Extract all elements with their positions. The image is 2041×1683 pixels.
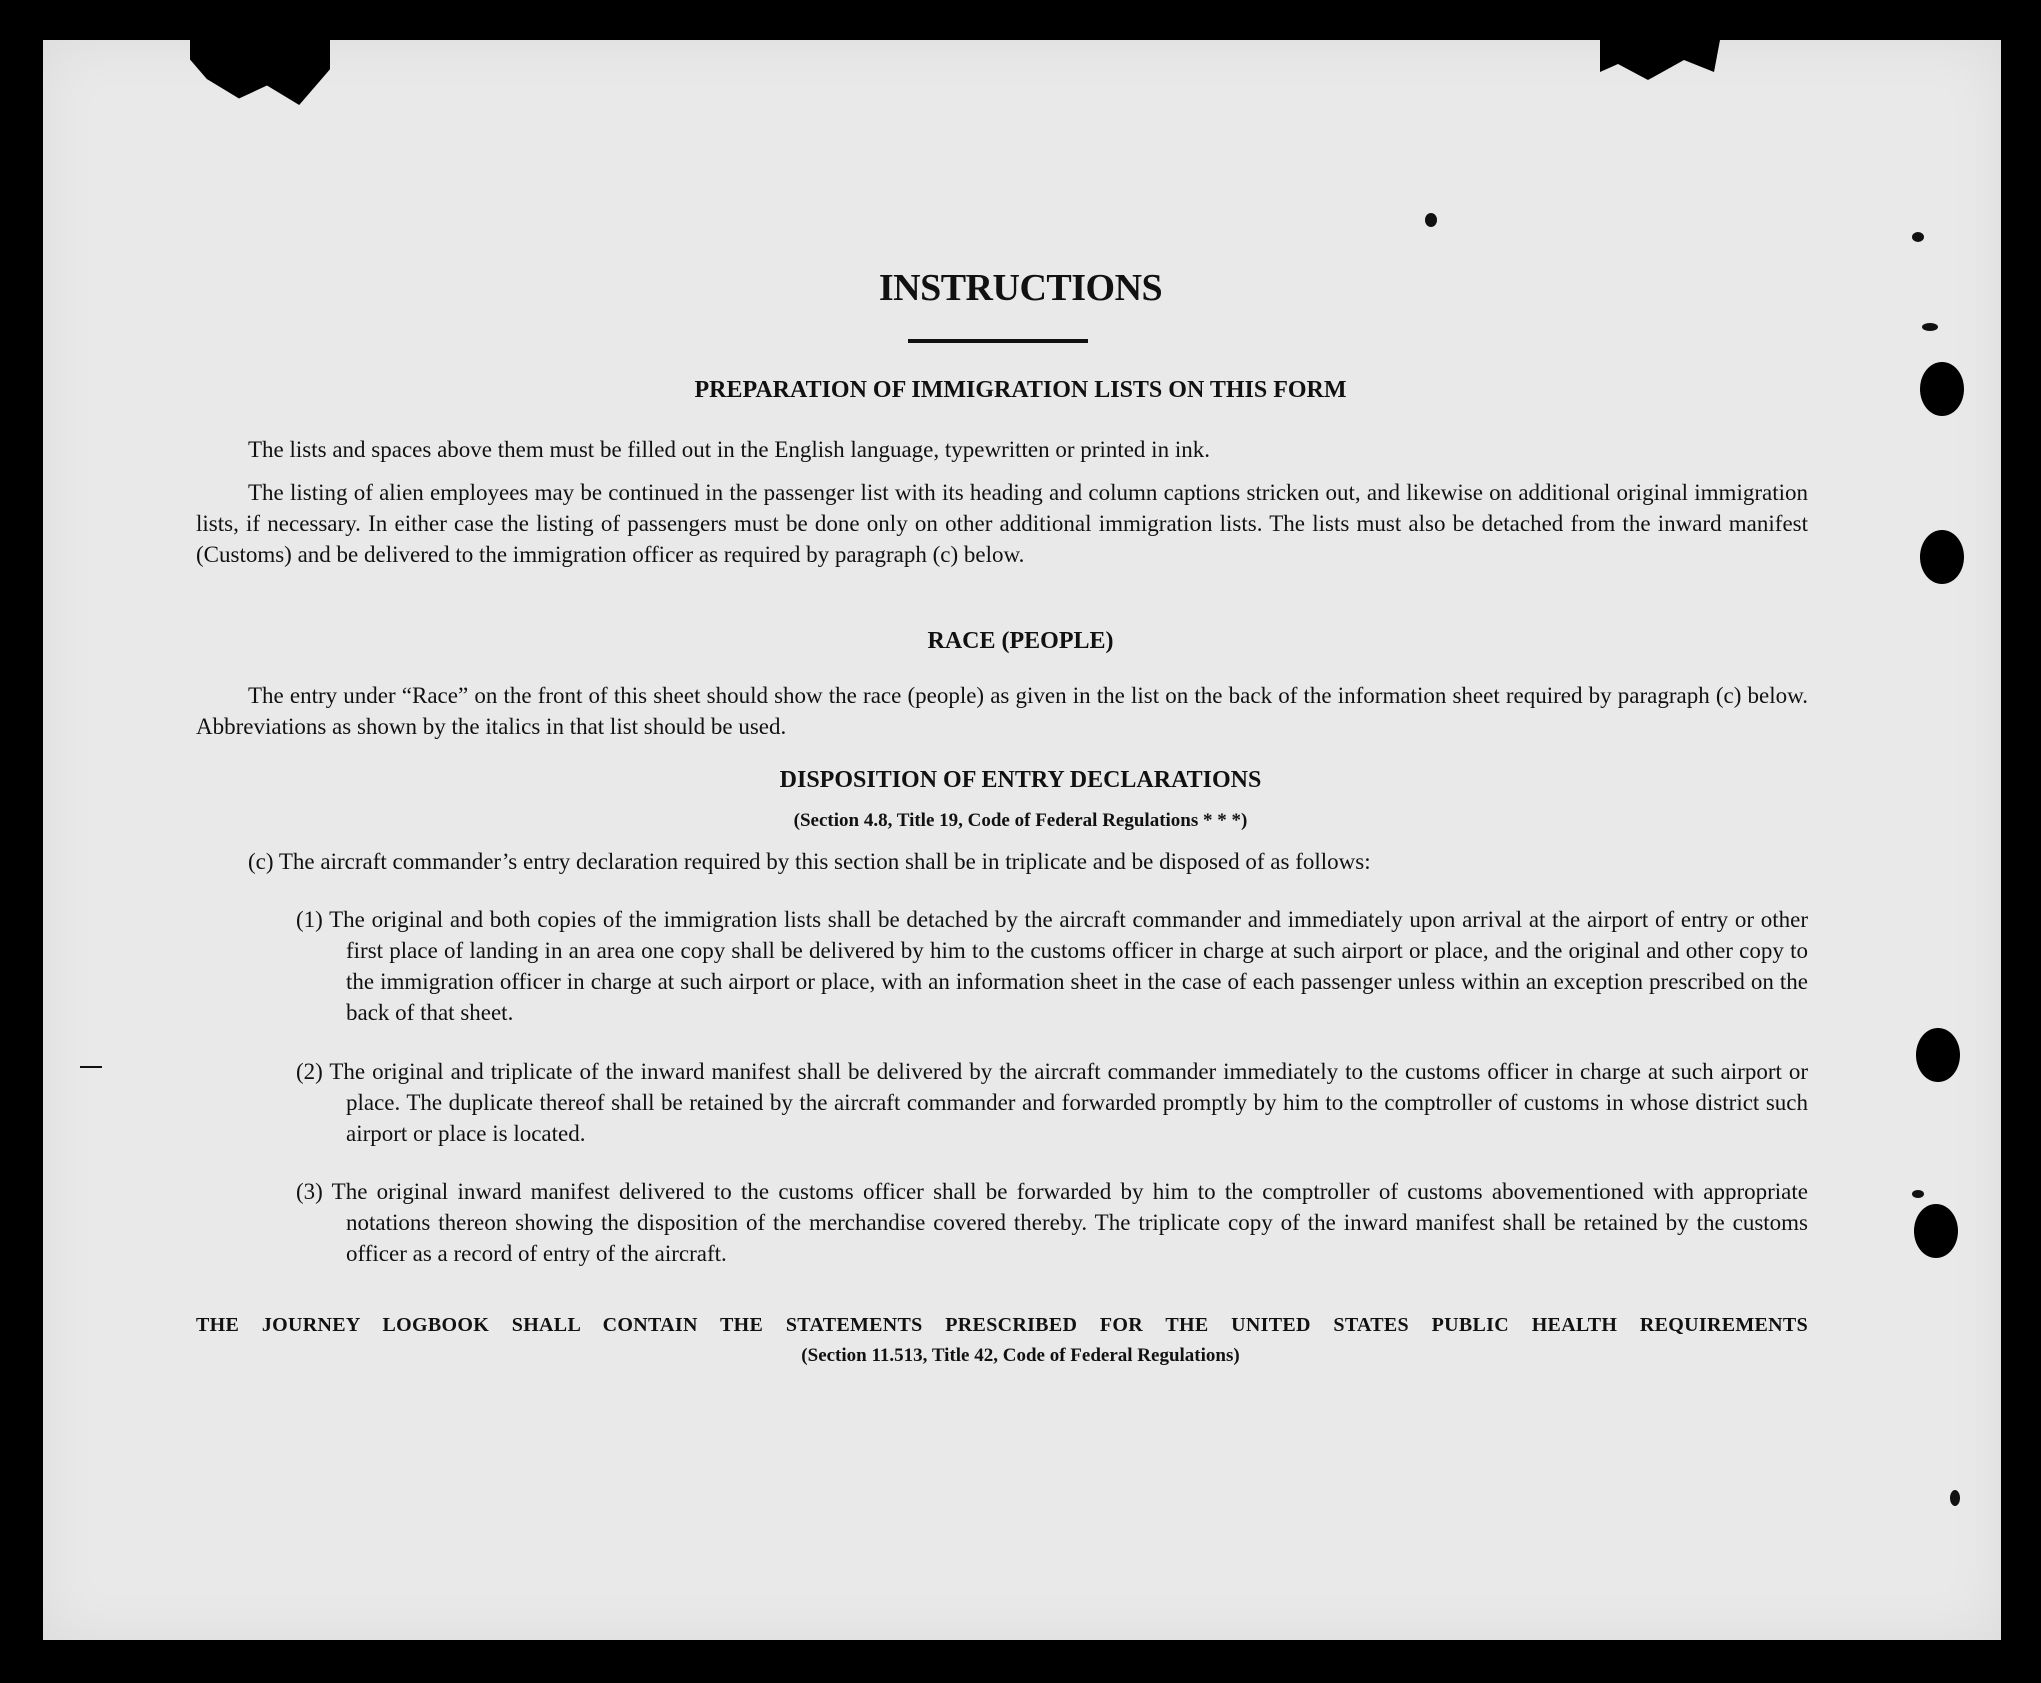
paragraph-disposition-intro: (c) The aircraft commander’s entry declaration required by this section shall be in triplicate and be disposed of as follows: [248, 849, 1371, 874]
citation-disposition: (Section 4.8, Title 19, Code of Federal Regulations * * *) [793, 810, 1248, 831]
heading-preparation: PREPARATION OF IMMIGRATION LISTS ON THIS FORM [694, 377, 1347, 403]
list-item-2: (2) The original and triplicate of the inward manifest shall be delivered by the aircraft commander immediately to the customs officer in charge at such airport or place. The duplicate thereof shall be retained by the aircraft commander and forwarded promptly by him to the comptroller of customs in whose district such airport or place is located. [296, 1059, 1808, 1146]
title-underline [908, 339, 1088, 343]
paragraph-preparation-1: The lists and spaces above them must be filled out in the English language, typewritten or printed in ink. [248, 437, 1210, 462]
footer-citation: (Section 11.513, Title 42, Code of Federal Regulations) [801, 1345, 1240, 1366]
heading-disposition: DISPOSITION OF ENTRY DECLARATIONS [779, 767, 1262, 793]
footer-statement: THE JOURNEY LOGBOOK SHALL CONTAIN THE STATEMENTS PRESCRIBED FOR THE UNITED STATES PUBLIC HEALTH REQUIREMENTS [196, 1314, 1808, 1336]
list-item-3: (3) The original inward manifest delivered to the customs officer shall be forwarded by him to the comptroller of customs abovementioned with appropriate notations thereon showing the disposition of the merchandise covered thereby. The triplicate copy of the inward manifest shall be retained by the customs officer as a record of entry of the aircraft. [296, 1179, 1808, 1266]
heading-race: RACE (PEOPLE) [927, 628, 1114, 654]
paragraph-preparation-2: The listing of alien employees may be continued in the passenger list with its heading and column captions stricken out, and likewise on additional original immigration lists, if necessary. In either case the listing of passengers must be done only on other additional immigration lists. The lists must also be detached from the inward manifest (Customs) and be delivered to the immigration officer as required by paragraph (c) below. [196, 480, 1808, 567]
page-title: INSTRUCTIONS [878, 267, 1163, 309]
list-item-1: (1) The original and both copies of the immigration lists shall be detached by the aircraft commander and immediately upon arrival at the airport of entry or other first place of landing in an area one copy shall be delivered by him to the customs officer in charge at such airport or place, and the original and other copy to the immigration officer in charge at such airport or place, with an information sheet in the case of each passenger unless within an exception prescribed on the back of that sheet. [296, 907, 1808, 1025]
paragraph-race: The entry under “Race” on the front of this sheet should show the race (people) as given in the list on the back of the information sheet required by paragraph (c) below. Abbreviations as shown by the italics in that list should be used. [196, 683, 1808, 739]
